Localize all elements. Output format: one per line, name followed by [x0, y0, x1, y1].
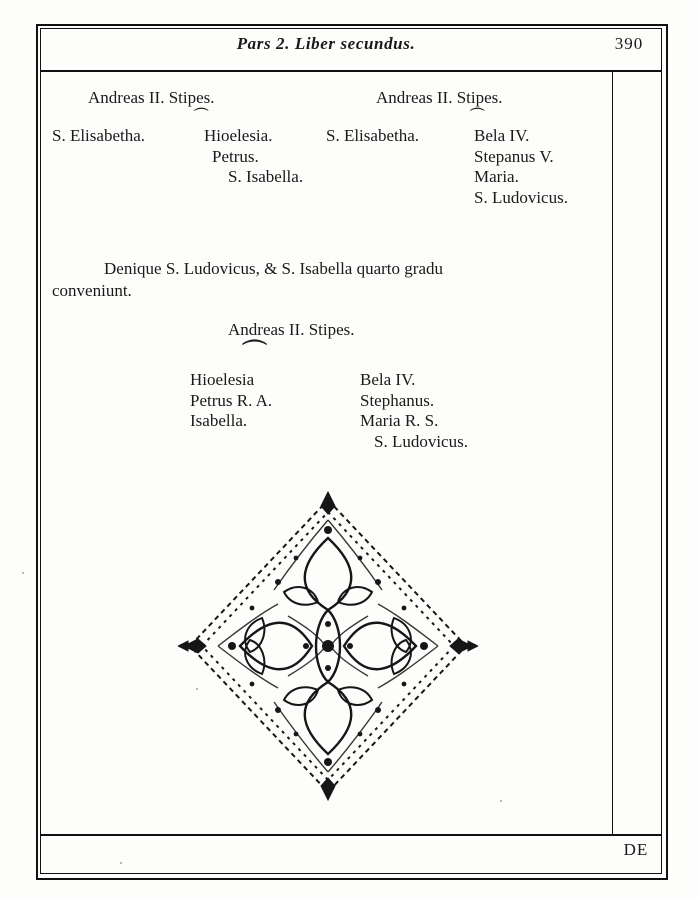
- page-speckle: [500, 800, 502, 802]
- page-speckle: [22, 572, 24, 574]
- list-item: Hioelesia: [190, 370, 255, 389]
- list-item: Bela IV.: [474, 126, 530, 145]
- brace-icon: ⏜: [470, 109, 485, 125]
- list-item: S. Ludovicus.: [474, 188, 568, 208]
- list-item: Hioelesia.: [204, 126, 273, 145]
- stemma1-left-title: Andreas II. Stipes.: [88, 88, 215, 107]
- stemma1-right-children: [474, 126, 568, 209]
- list-item: S. Ludovicus.: [374, 432, 468, 452]
- stemma2-right-children: [360, 370, 468, 453]
- list-item: Isabella.: [190, 411, 248, 431]
- list-item: Maria R. S.: [360, 411, 439, 431]
- stemma1-right-parent: S. Elisabetha.: [326, 126, 420, 145]
- folio-number: 390: [614, 34, 644, 53]
- footer-rule: [41, 834, 661, 836]
- stemma1-left-children: [204, 126, 303, 188]
- page-speckle: [196, 688, 198, 690]
- list-item: Stephanus.: [360, 390, 435, 410]
- list-item: Stepanus V.: [474, 146, 554, 166]
- stemma1-right-title: Andreas II. Stipes.: [376, 88, 503, 107]
- stemma2-left-children: [190, 370, 272, 432]
- stemma1-left-parent: S. Elisabetha.: [52, 126, 146, 145]
- list-item: Bela IV.: [360, 370, 416, 389]
- list-item: Petrus R. A.: [190, 390, 273, 410]
- right-column-rule: [612, 72, 613, 834]
- paragraph-line-2: conveniunt.: [52, 281, 132, 300]
- page-speckle: [120, 862, 122, 864]
- list-item: Petrus.: [212, 146, 259, 166]
- brace-icon: ⏜: [194, 109, 209, 125]
- list-item: Maria.: [474, 167, 519, 187]
- running-head: Pars 2. Liber secundus.: [236, 34, 416, 53]
- diamond-fleuron-ornament: [178, 486, 478, 806]
- stemma2-title: Andreas II. Stipes.: [228, 320, 355, 339]
- brace-icon: ⏜: [242, 340, 267, 369]
- catchword: DE: [623, 840, 649, 859]
- paragraph-line-1: Denique S. Ludovicus, & S. Isabella quarto gradu: [104, 259, 443, 278]
- header-rule: [41, 70, 661, 72]
- list-item: S. Isabella.: [228, 167, 304, 187]
